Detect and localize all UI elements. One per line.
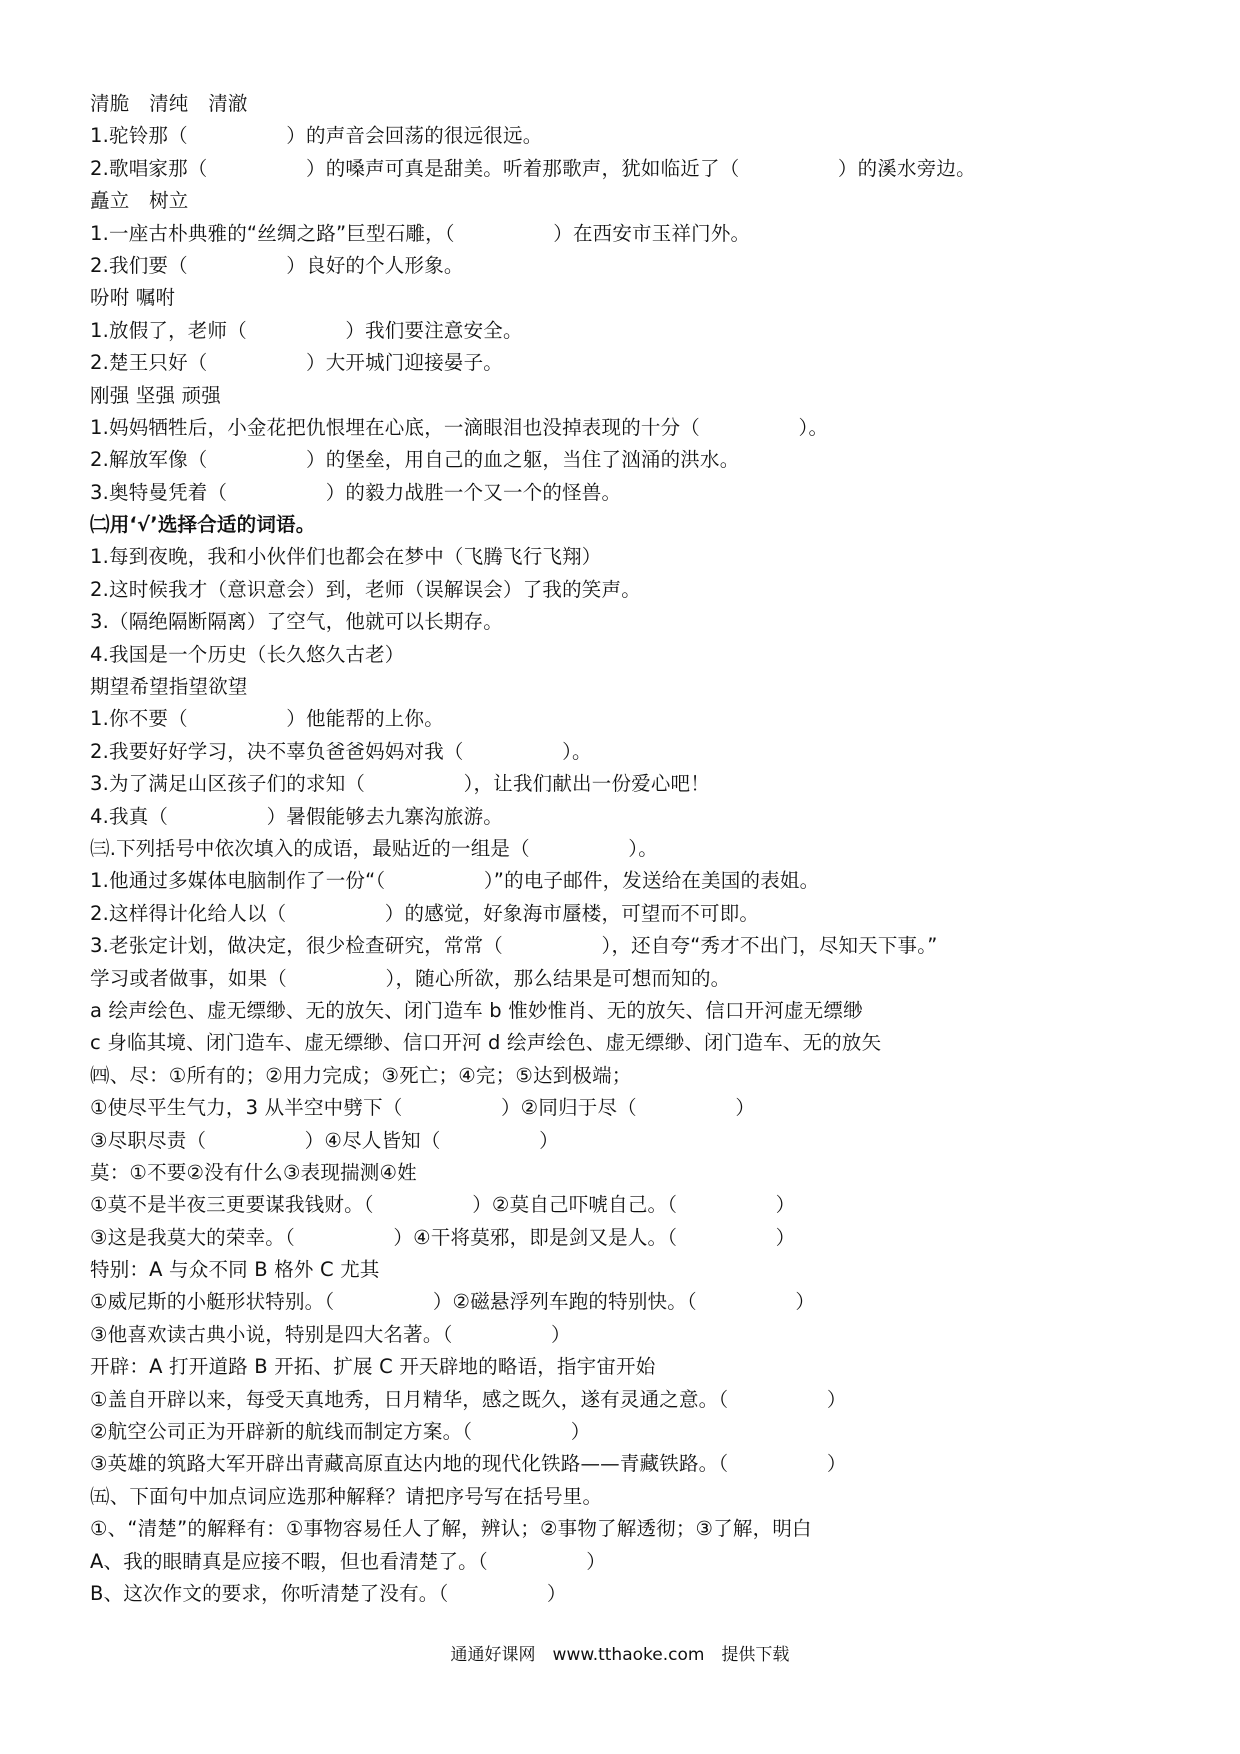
text-line: 4.我国是一个历史（长久悠久古老） <box>90 642 405 666</box>
text-line: 1.驼铃那（ ）的声音会回荡的很远很远。 <box>90 124 543 148</box>
text-line: 清脆 清纯 清澈 <box>90 92 248 115</box>
text-line: ①盖自开辟以来，每受天真地秀，日月精华，感之既久，遂有灵通之意。（ ） <box>90 1387 847 1411</box>
text-line: 期望希望指望欲望 <box>90 675 248 699</box>
text-line: 矗立 树立 <box>90 189 189 213</box>
text-line: a 绘声绘色、虚无缥缈、无的放矢、闭门造车 b 惟妙惟肖、无的放矢、信口开河虚无缥缈 <box>90 998 863 1022</box>
text-line: 2.我要好好学习，决不辜负爸爸妈妈对我（ ）。 <box>90 739 592 763</box>
text-line: 4.我真（ ）暑假能够去九寨沟旅游。 <box>90 804 504 828</box>
worksheet-body <box>90 88 1170 1610</box>
section-heading: ㈡用‘√’选择合适的词语。 <box>90 513 316 537</box>
text-line: B、这次作文的要求，你听清楚了没有。（ ） <box>90 1581 567 1605</box>
text-line: ①使尽平生气力，3 从半空中劈下（ ）②同归于尽（ ） <box>90 1096 756 1120</box>
text-line: A、我的眼睛真是应接不暇，但也看清楚了。（ ） <box>90 1549 606 1573</box>
text-line: 2.歌唱家那（ ）的嗓声可真是甜美。听着那歌声，犹如临近了（ ）的溪水旁边。 <box>90 156 976 180</box>
text-line: 开辟：A 打开道路 B 开拓、扩展 C 开天辟地的略语，指宇宙开始 <box>90 1355 656 1379</box>
text-line: ③这是我莫大的荣幸。（ ）④干将莫邪，即是剑又是人。（ ） <box>90 1225 796 1249</box>
text-line: 3.（隔绝隔断隔离）了空气，他就可以长期存。 <box>90 610 504 634</box>
text-line: 1.一座古朴典雅的“丝绸之路”巨型石雕，（ ）在西安市玉祥门外。 <box>90 221 751 245</box>
text-line: ③他喜欢读古典小说，特别是四大名著。（ ） <box>90 1322 571 1346</box>
text-line: ㈤、下面句中加点词应选那种解释？请把序号写在括号里。 <box>90 1484 603 1508</box>
text-line: 2.我们要（ ）良好的个人形象。 <box>90 253 464 277</box>
text-line: 2.解放军像（ ）的堡垒，用自己的血之躯，当住了汹涌的洪水。 <box>90 448 740 472</box>
text-line: 吩咐 嘱咐 <box>90 286 176 310</box>
text-line: ③尽职尽责（ ）④尽人皆知（ ） <box>90 1128 559 1152</box>
text-line: ②航空公司正为开辟新的航线而制定方案。（ ） <box>90 1420 591 1444</box>
page-footer: 通通好课网 www.tthaoke.com 提供下载 <box>450 1645 790 1665</box>
text-line: 3.为了满足山区孩子们的求知（ ），让我们献出一份爱心吧！ <box>90 772 710 796</box>
text-line: 特别：A 与众不同 B 格外 C 尤其 <box>90 1258 380 1282</box>
text-line: c 身临其境、闭门造车、虚无缥缈、信口开河 d 绘声绘色、虚无缥缈、闭门造车、无的放矢 <box>90 1031 882 1055</box>
text-line: 学习或者做事，如果（ ），随心所欲，那么结果是可想而知的。 <box>90 966 731 990</box>
text-line: 1.妈妈牺牲后，小金花把仇恨埋在心底，一滴眼泪也没掉表现的十分（ ）。 <box>90 415 829 439</box>
text-line: ①莫不是半夜三更要谋我钱财。（ ）②莫自己吓唬自己。（ ） <box>90 1193 796 1217</box>
text-line: ①威尼斯的小艇形状特别。（ ）②磁悬浮列车跑的特别快。（ ） <box>90 1290 816 1314</box>
text-line: 莫：①不要②没有什么③表现揣测④姓 <box>90 1160 417 1184</box>
text-line: 2.这样得计化给人以（ ）的感觉，好象海市蜃楼，可望而不可即。 <box>90 901 760 925</box>
text-line: ㈢.下列括号中依次填入的成语，最贴近的一组是（ ）。 <box>90 836 658 860</box>
text-line: 1.每到夜晚，我和小伙伴们也都会在梦中（飞腾飞行飞翔） <box>90 545 602 569</box>
text-line: 3.老张定计划，做决定，很少检查研究，常常（ ），还自夸“秀才不出门，尽知天下事。” <box>90 934 938 958</box>
text-line: 1.你不要（ ）他能帮的上你。 <box>90 707 444 731</box>
text-line: 2.楚王只好（ ）大开城门迎接晏子。 <box>90 351 504 375</box>
text-line: ③英雄的筑路大军开辟出青藏高原直达内地的现代化铁路——青藏铁路。（ ） <box>90 1452 847 1476</box>
text-line: ①、“清楚”的解释有：①事物容易任人了解，辨认；②事物了解透彻；③了解，明白 <box>90 1517 812 1541</box>
text-line: 1.他通过多媒体电脑制作了一份“（ ）”的电子邮件，发送给在美国的表姐。 <box>90 869 820 893</box>
text-line: 3.奥特曼凭着（ ）的毅力战胜一个又一个的怪兽。 <box>90 480 622 504</box>
text-line: 2.这时候我才（意识意会）到，老师（误解误会）了我的笑声。 <box>90 577 641 601</box>
text-line: ㈣、尽：①所有的；②用力完成；③死亡；④完；⑤达到极端； <box>90 1063 632 1087</box>
text-line: 1.放假了，老师（ ）我们要注意安全。 <box>90 318 523 342</box>
text-line: 刚强 坚强 顽强 <box>90 383 221 407</box>
